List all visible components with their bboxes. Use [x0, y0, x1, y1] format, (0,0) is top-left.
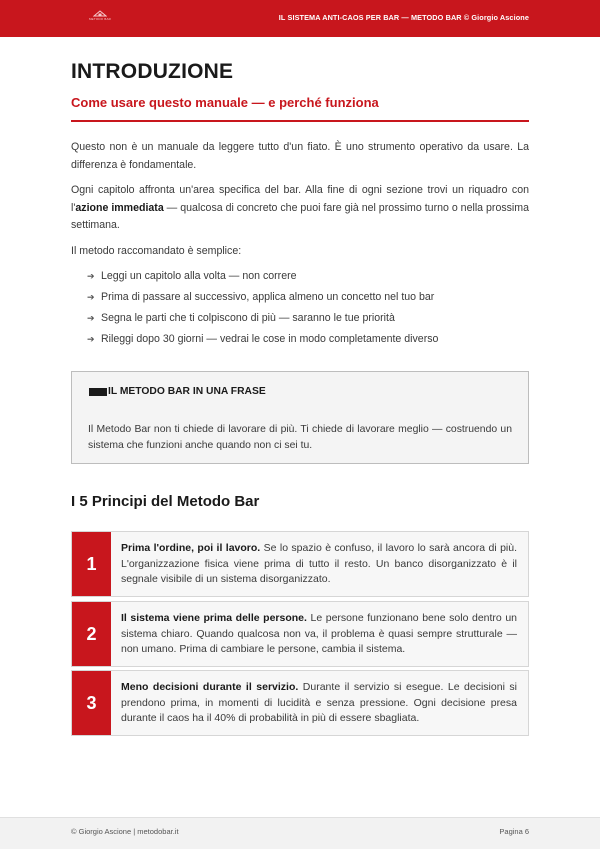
callout-text: Il Metodo Bar non ti chiede di lavorare di più. Ti chiede di lavorare meglio — costruendo un sistema che funzioni anche quando non ci sei tu. — [88, 424, 512, 451]
principle-card — [71, 601, 529, 667]
square-icon — [89, 388, 107, 396]
callout-box — [71, 371, 529, 464]
method-steps-list — [87, 268, 527, 352]
page-subtitle: Come usare questo manuale — e perché funziona — [71, 95, 379, 110]
page-number: Pagina 6 — [499, 827, 529, 836]
intro-paragraph-2-emphasis: azione immediata — [75, 201, 164, 214]
list-item-text: Rileggi dopo 30 giorni — vedrai le cose in modo completamente diverso — [101, 333, 439, 345]
arrow-right-icon: ➔ — [87, 313, 95, 323]
principle-text — [121, 541, 517, 588]
arrow-right-icon: ➔ — [87, 334, 95, 344]
intro-paragraph-2-text-end: — qualcosa di concreto che puoi fare già nel prossimo turno o nella prossima settimana. — [71, 201, 529, 231]
logo-mark-icon — [93, 10, 107, 17]
principle-body: Durante il servizio si esegue. Le decisioni si prendono prima, in momenti di lucidità e senza pressione. Ogni decisione presa durante il caos ha il 40% di probabilità in più di essere sbagliata. — [121, 681, 517, 724]
list-item-text: Segna le parti che ti colpiscono di più — saranno le tue priorità — [101, 312, 395, 324]
principle-card — [71, 531, 529, 597]
principle-body: Se lo spazio è confuso, il lavoro lo sarà ancora di più. L'organizzazione fisica viene prima di tutto il resto. Un banco disorganizzato è il segnale visibile di un sistema disorganizzato. — [121, 542, 517, 585]
footer-copyright: © Giorgio Ascione | metodobar.it — [71, 827, 179, 836]
principle-number: 3 — [72, 671, 111, 735]
list-item — [87, 331, 527, 352]
intro-paragraph-1: Questo non è un manuale da leggere tutto d'un fiato. È uno strumento operativo da usare. La differenza è fondamentale. — [71, 141, 529, 171]
logo — [86, 10, 114, 28]
intro-paragraph-2-text: Ogni capitolo affronta un'area specifica del bar. Alla fine di ogni sezione trovi un riquadro con l' — [71, 184, 529, 214]
list-item — [87, 268, 527, 289]
callout-title-text: IL METODO BAR IN UNA FRASE — [108, 386, 266, 397]
principle-card — [71, 670, 529, 736]
intro-paragraph-2 — [71, 182, 529, 235]
list-item-text: Prima di passare al successivo, applica almeno un concetto nel tuo bar — [101, 291, 435, 303]
header-bar — [0, 0, 600, 37]
title-divider — [71, 120, 529, 122]
page-footer — [0, 817, 600, 849]
intro-paragraph-3: Il metodo raccomandato è semplice: — [71, 245, 242, 257]
list-item — [87, 289, 527, 310]
principle-heading: Prima l'ordine, poi il lavoro. — [121, 542, 261, 554]
principle-number: 1 — [72, 532, 111, 596]
arrow-right-icon: ➔ — [87, 292, 95, 302]
logo-text: METODO BAR — [88, 17, 112, 21]
arrow-right-icon: ➔ — [87, 271, 95, 281]
principle-heading: Il sistema viene prima delle persone. — [121, 612, 307, 624]
list-item-text: Leggi un capitolo alla volta — non correre — [101, 270, 297, 282]
running-title: IL SISTEMA ANTI-CAOS PER BAR — METODO BAR © Giorgio Ascione — [278, 13, 529, 22]
section-title: I 5 Principi del Metodo Bar — [71, 493, 260, 510]
page-title: INTRODUZIONE — [71, 60, 234, 83]
principle-body: Le persone funzionano bene solo dentro un sistema chiaro. Quando qualcosa non va, il problema è quasi sempre strutturale — non umano. Prima di cambiare le persone, cambia il sistema. — [121, 612, 517, 655]
list-item — [87, 310, 527, 331]
principle-text — [121, 680, 517, 727]
callout-title — [89, 386, 266, 397]
principle-text — [121, 611, 517, 658]
principle-number: 2 — [72, 602, 111, 666]
principle-heading: Meno decisioni durante il servizio. — [121, 681, 299, 693]
